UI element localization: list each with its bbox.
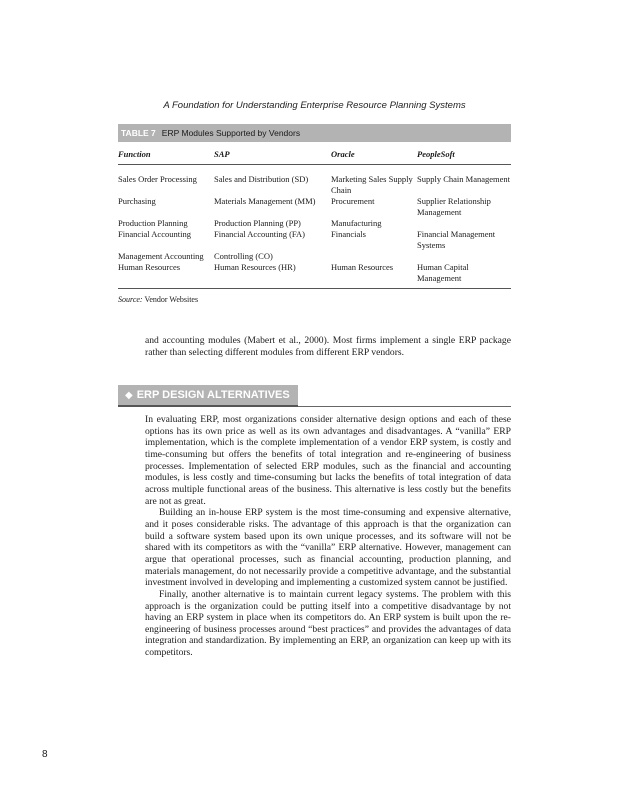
table-cell	[331, 251, 417, 262]
column-header-oracle: Oracle	[331, 142, 417, 165]
section-body	[145, 414, 511, 659]
table-cell: Management Accounting	[118, 251, 204, 261]
table-row	[118, 165, 511, 197]
table-cell: Materials Management (MM)	[214, 196, 316, 206]
section-rule	[298, 406, 511, 407]
table-cell: Human Resources	[118, 262, 214, 289]
table-cell: Production Planning (PP)	[214, 218, 301, 228]
source-label: Source:	[118, 295, 143, 304]
intro-paragraph	[145, 335, 511, 358]
source-text: Vendor Websites	[144, 295, 199, 304]
page-number: 8	[42, 749, 48, 760]
table-row	[118, 196, 511, 218]
section-title: ERP DESIGN ALTERNATIVES	[136, 389, 290, 401]
table-cell: Sales Order Processing	[118, 174, 197, 184]
table-label: TABLE 7	[121, 128, 156, 138]
section-heading	[118, 385, 298, 407]
paragraph: Building an in-house ERP system is the most time-consuming and expensive alternative, and it poses considerable risks. The advantage of this approach is that the organization can build a software system based upon its own unique processes, and its software will not be shared with its competitors as with the “vanilla” ERP alternative. However, management can argue that operational processes, such as financial accounting, production planning, and materials management, do not necessarily provide a competitive advantage, and the substantial investment involved in developing and implementing a customized system cannot be justified.	[145, 507, 511, 589]
table-cell: Procurement	[331, 196, 375, 206]
paragraph: and accounting modules (Mabert et al., 2000). Most firms implement a single ERP package rather than selecting different modules from different ERP vendors.	[145, 335, 511, 358]
table-cell: Human Resources	[331, 262, 417, 289]
table-cell: Human Capital Management	[417, 262, 511, 289]
table-row	[118, 218, 511, 229]
table-source	[118, 295, 511, 304]
table-title: ERP Modules Supported by Vendors	[161, 128, 301, 138]
table-cell: Supply Chain Management	[417, 174, 511, 184]
table-cell: Financial Management Systems	[417, 229, 496, 250]
diamond-icon: ◆	[125, 390, 133, 401]
table-cell: Financials	[331, 229, 366, 239]
table-cell: Production Planning	[118, 218, 188, 228]
table-cell: Human Resources (HR)	[214, 262, 331, 289]
table-cell: Financial Accounting (FA)	[214, 229, 305, 239]
running-header: A Foundation for Understanding Enterprise Resource Planning Systems	[163, 100, 466, 111]
paragraph: In evaluating ERP, most organizations consider alternative design options and each of these options has its own price as well as its own advantages and disadvantages. A “vanilla” ERP implementation, which is the complete implementation of a vendor ERP system, is costly and time-consuming but offers the benefits of total integration and re-engineering of business processes. Implementation of selected ERP modules, such as the financial and accounting modules, is less costly and time-consuming but lacks the benefits of total integration of data across multiple functional areas of the business. This alternative is less costly but the benefits are not as great.	[145, 414, 511, 507]
table-cell	[417, 251, 511, 262]
table-cell: Manufacturing	[331, 218, 382, 228]
table-row	[118, 229, 511, 251]
table-cell: Marketing Sales Supply Chain	[331, 174, 413, 195]
table-cell	[417, 218, 511, 229]
column-header-peoplesoft: PeopleSoft	[417, 142, 511, 165]
table-row	[118, 262, 511, 289]
table-caption	[118, 124, 511, 142]
table-cell: Supplier Relationship Management	[417, 196, 491, 217]
table-body	[118, 142, 511, 289]
table-cell: Sales and Distribution (SD)	[214, 174, 309, 184]
table-cell: Purchasing	[118, 196, 156, 206]
table-cell: Financial Accounting	[118, 229, 191, 239]
table-cell: Controlling (CO)	[214, 251, 273, 261]
column-header-sap: SAP	[214, 142, 331, 165]
paragraph: Finally, another alternative is to maintain current legacy systems. The problem with this approach is the organization could be putting itself into a competitive disadvantage by not having an ERP system in place when its competitors do. An ERP system is built upon the re-engineering of business processes around “best practices” and provides the advantages of data integration and standardization. By implementing an ERP, an organization can keep up with its competitors.	[145, 588, 511, 659]
erp-modules-table	[118, 124, 511, 304]
column-header-function: Function	[118, 142, 214, 165]
table-row	[118, 251, 511, 262]
